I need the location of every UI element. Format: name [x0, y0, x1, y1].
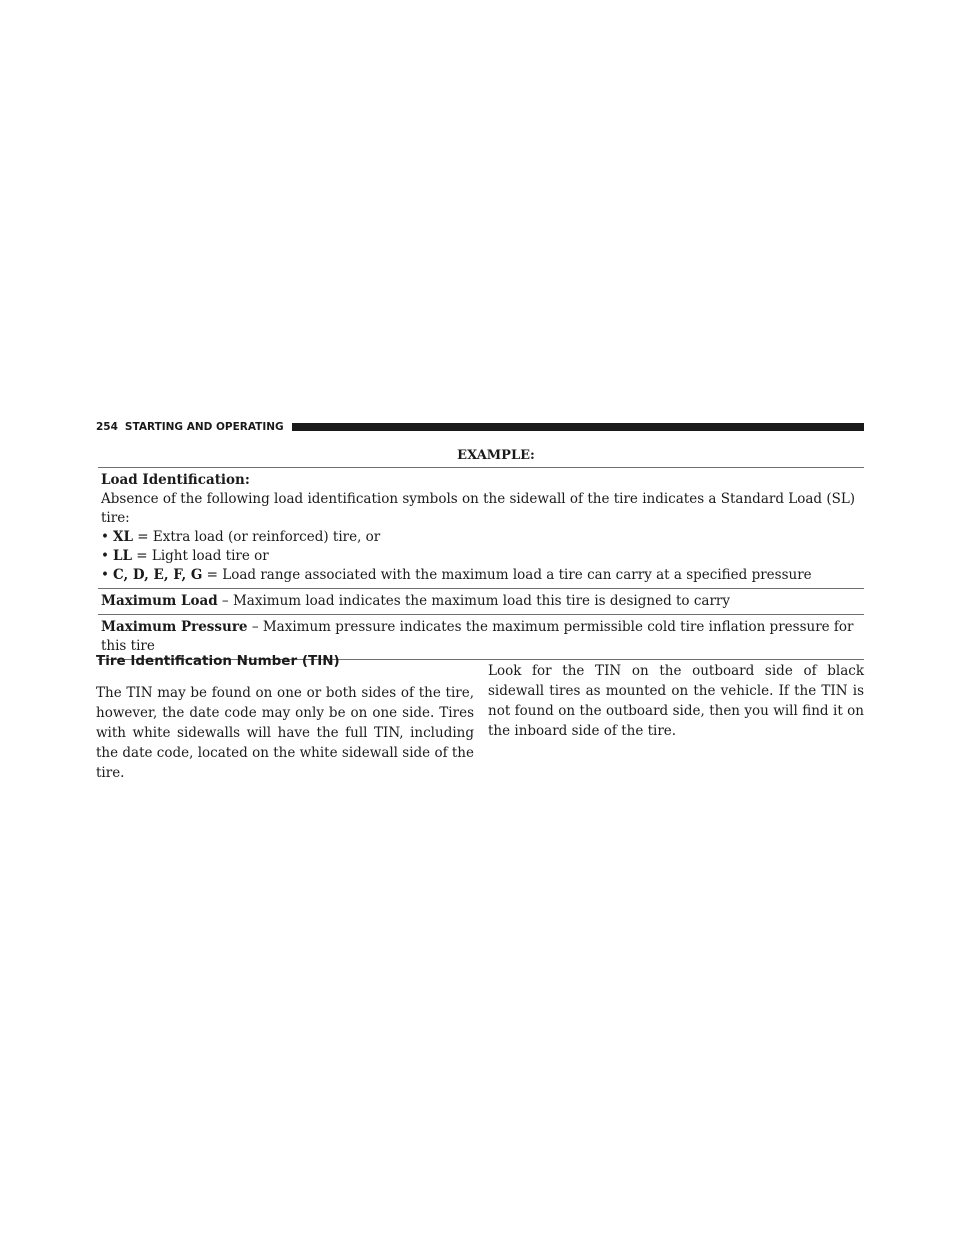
example-table [98, 445, 864, 660]
bullet-icon: • [101, 548, 109, 564]
load-identification-title: Load Identification: [101, 472, 250, 488]
bullet-icon: • [101, 529, 109, 545]
header-rule-bar [292, 423, 864, 431]
maximum-load-row [98, 589, 864, 615]
maximum-load-term: Maximum Load [101, 593, 218, 609]
page-number: 254 [96, 421, 118, 433]
load-identification-row [98, 468, 864, 589]
maximum-load-text: – Maximum load indicates the maximum load this tire is designed to carry [217, 593, 730, 609]
example-heading: EXAMPLE: [98, 445, 864, 468]
section-title: STARTING AND OPERATING [124, 421, 284, 433]
list-item [101, 566, 864, 585]
page-header [96, 419, 864, 435]
tin-right-paragraph: Look for the TIN on the outboard side of black sidewall tires as mounted on the vehicle. If the TIN is not found on the outboard side, then you will find it on the inboard side of the tire. [488, 663, 864, 739]
load-code: C, D, E, F, G [113, 567, 203, 583]
maximum-pressure-term: Maximum Pressure [101, 619, 248, 635]
load-code-description: = Load range associated with the maximum load a tire can carry at a specified pressure [202, 567, 812, 583]
load-code: LL [113, 548, 132, 564]
tin-left-paragraph: The TIN may be found on one or both sides of the tire, however, the date code may only be on one side. Tires with white sidewalls will have the full TIN, including the date code, located on the white sidewall side of the tire. [96, 685, 474, 781]
load-code-description: = Extra load (or reinforced) tire, or [132, 529, 381, 545]
load-identification-description: Absence of the following load identification symbols on the sidewall of the tire indicates a Standard Load (SL) tire: [101, 491, 856, 526]
load-code-description: = Light load tire or [131, 548, 269, 564]
load-code: XL [113, 529, 133, 545]
list-item [101, 528, 864, 547]
maximum-pressure-text: – Maximum pressure indicates the maximum permissible cold tire inflation pressure for this tire [101, 619, 854, 654]
list-item [101, 547, 864, 566]
bullet-icon: • [101, 567, 109, 583]
tin-section-heading: Tire Identification Number (TIN) [96, 653, 340, 669]
